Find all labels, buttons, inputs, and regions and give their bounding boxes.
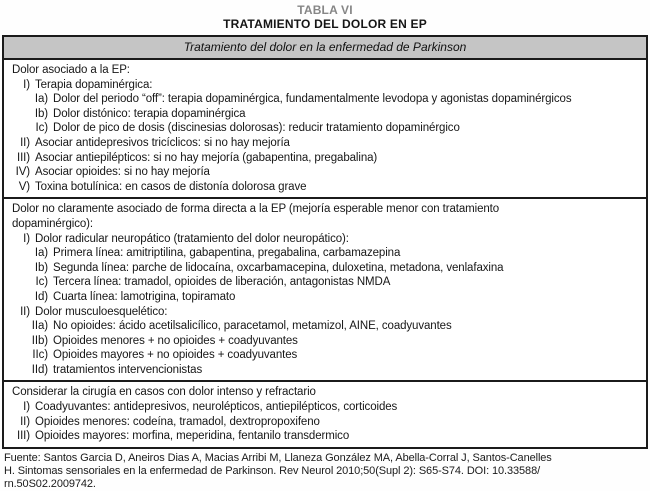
- row-text: Asociar opioides: si no hay mejoría: [35, 166, 210, 179]
- row-marker: Ib): [34, 261, 48, 274]
- table-section-3: [4, 380, 646, 446]
- table-row: [8, 429, 643, 444]
- row-marker: IId): [31, 363, 48, 376]
- table-header-bar: Tratamiento del dolor en la enfermedad de Parkinson: [4, 37, 646, 60]
- table-row: [8, 348, 643, 363]
- table-caption-label: TABLA VI: [297, 3, 353, 17]
- row-text: Opioides mayores: morfina, meperidina, fentanilo transdermico: [35, 430, 350, 443]
- row-text: Coadyuvantes: antidepresivos, neurolépticos, antiepilépticos, corticoides: [35, 401, 398, 414]
- row-marker: IV): [15, 166, 30, 179]
- row-text: Opioides mayores + no opioides + coadyuvantes: [53, 349, 298, 362]
- table-row: [8, 334, 643, 349]
- row-text: Considerar la cirugía en casos con dolor intenso y refractario: [12, 386, 316, 399]
- table-row: [8, 261, 643, 276]
- row-marker: Ic): [35, 276, 48, 289]
- table-row: [8, 136, 643, 151]
- row-text: dopaminérgico):: [12, 217, 93, 230]
- row-text: Terapia dopaminérgica:: [35, 78, 153, 91]
- table-row: [8, 151, 643, 166]
- row-marker: Ia): [34, 93, 48, 106]
- row-marker: V): [18, 180, 30, 193]
- row-text: Dolor distónico: terapia dopaminérgica: [53, 107, 246, 120]
- row-marker: IIc): [32, 349, 48, 362]
- row-text: Dolor no claramente asociado de forma directa a la EP (mejoría esperable menor con tratamiento: [12, 203, 500, 216]
- table-row: [8, 246, 643, 261]
- row-text: Tercera línea: tramadol, opioides de liberación, antagonistas NMDA: [53, 276, 391, 289]
- row-text: Dolor asociado a la EP:: [12, 64, 130, 76]
- row-marker: II): [20, 136, 30, 149]
- row-text: Cuarta línea: lamotrigina, topiramato: [53, 290, 236, 303]
- table-row: [8, 63, 643, 78]
- table-row: [8, 92, 643, 107]
- row-text: No opioides: ácido acetilsalicílico, paracetamol, metamizol, AINE, coadyuvantes: [53, 320, 452, 333]
- table-section-2: [4, 197, 646, 380]
- table-row: [8, 305, 643, 320]
- row-marker: I): [23, 232, 30, 245]
- row-marker: II): [20, 415, 30, 428]
- row-text: Dolor de pico de dosis (discinesias dolorosas): reducir tratamiento dopaminérgico: [53, 122, 460, 135]
- table-row: [8, 275, 643, 290]
- row-text: Dolor del periodo “off”: terapia dopaminérgica, fundamentalmente levodopa y agonistas dopaminérgicos: [53, 93, 572, 106]
- table-section-1: [4, 60, 646, 197]
- citation-line: Fuente: Santos Garcia D, Aneiros Dias A, Macias Arribi M, Llaneza González MA, Abella-Corral J, Santos-Canelles: [4, 451, 552, 464]
- table-row: [8, 165, 643, 180]
- row-text: Asociar antiepilépticos: si no hay mejoría (gabapentina, pregabalina): [35, 151, 378, 164]
- row-text: Dolor radicular neuropático (tratamiento del dolor neuropático):: [35, 232, 349, 245]
- row-text: Primera línea: amitriptilina, gabapentina, pregabalina, carbamazepina: [53, 247, 401, 260]
- table-row: [8, 232, 643, 247]
- row-text: Asociar antidepresivos tricíclicos: si no hay mejoría: [35, 136, 290, 149]
- table-row: [8, 78, 643, 93]
- row-marker: Ib): [34, 107, 48, 120]
- row-marker: III): [16, 430, 30, 443]
- row-text: tratamientos intervencionistas: [53, 363, 203, 376]
- row-marker: II): [20, 305, 30, 318]
- row-marker: III): [16, 151, 30, 164]
- row-text: Opioides menores + no opioides + coadyuvantes: [53, 334, 298, 347]
- table-row: [8, 202, 643, 217]
- table-row: [8, 121, 643, 136]
- table-row: [8, 217, 643, 232]
- table-row: [8, 290, 643, 305]
- row-text: Dolor musculoesquelético:: [35, 305, 168, 318]
- table-row: [8, 415, 643, 430]
- table-title: TRATAMIENTO DEL DOLOR EN EP: [223, 17, 427, 31]
- table-row: [8, 180, 643, 195]
- row-text: Toxina botulínica: en casos de distonía dolorosa grave: [35, 180, 307, 193]
- table-row: [8, 319, 643, 334]
- row-marker: IIa): [31, 320, 48, 333]
- table-row: [8, 400, 643, 415]
- table-caption: [0, 0, 650, 32]
- row-marker: I): [23, 78, 30, 91]
- row-marker: Ic): [35, 122, 48, 135]
- row-marker: IIb): [31, 334, 48, 347]
- source-citation: [0, 452, 650, 491]
- table-row: [8, 385, 643, 400]
- pain-treatment-table: [2, 35, 648, 449]
- row-marker: I): [23, 401, 30, 414]
- citation-line: rn.50S02.2009742.: [4, 477, 96, 490]
- table-body: [4, 60, 646, 447]
- row-text: Opioides menores: codeína, tramadol, dextropropoxifeno: [35, 415, 320, 428]
- row-marker: Ia): [34, 247, 48, 260]
- row-text: Segunda línea: parche de lidocaína, oxcarbamacepina, duloxetina, metadona, venlafaxina: [53, 261, 504, 274]
- citation-line: H. Sintomas sensoriales en la enfermedad de Parkinson. Rev Neurol 2010;50(Supl 2): S65-S74. DOI: 10.33588/: [4, 464, 541, 477]
- table-row: [8, 107, 643, 122]
- table-row: [8, 363, 643, 378]
- row-marker: Id): [34, 290, 48, 303]
